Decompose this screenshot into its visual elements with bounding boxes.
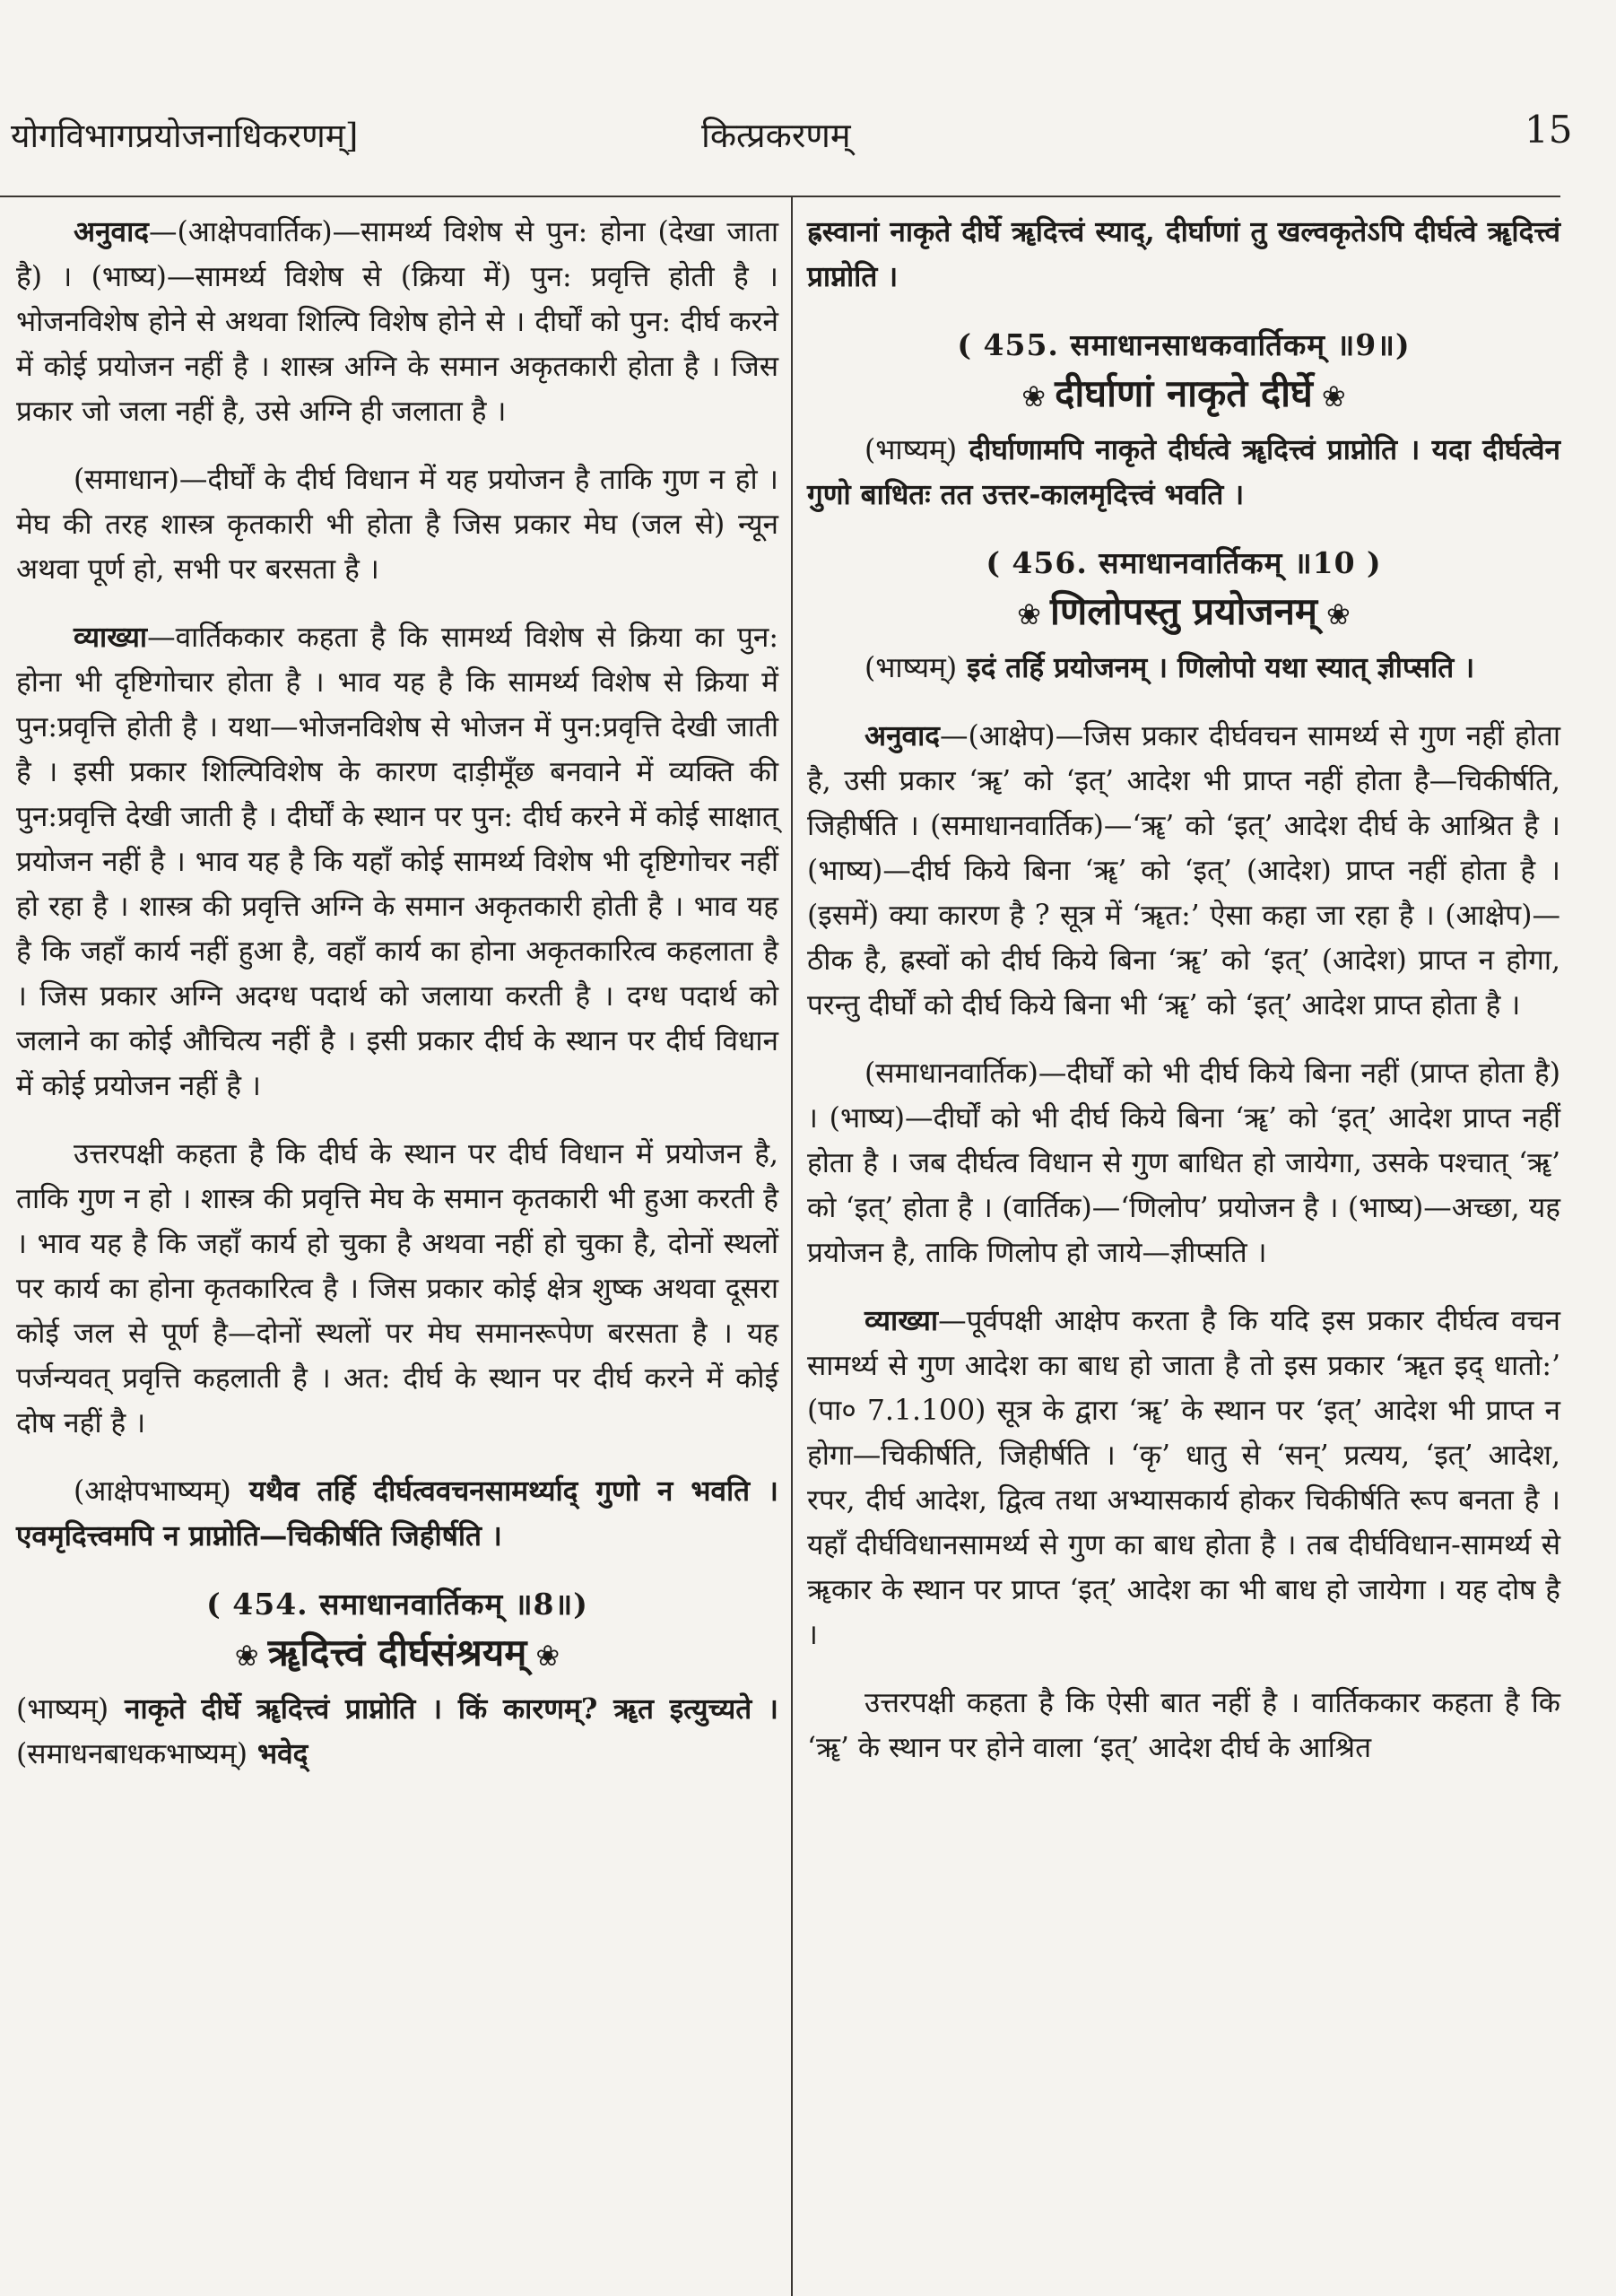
vartika-heading-456 (807, 589, 1560, 637)
page-number: 15 (1525, 108, 1573, 152)
label-vyakhya: व्याख्या (74, 621, 148, 654)
sanskrit-text: इदं तर्हि प्रयोजनम् । णिलोपो यथा स्यात् ज्ञीप्सति । (957, 651, 1475, 684)
paragraph-text: —(आक्षेपवार्तिक)—सामर्थ्य विशेष से पुन: होना (देखा जाता है) । (भाष्य)—सामर्थ्य विशेष से (क्रिया में) पुन: प्रवृत्ति होती है । भोजनविशेष होने से अथवा शिल्पि विशेष होने से । दीर्घों को पुन: दीर्घ करने में कोई प्रयोजन नहीं है । शास्त्र अग्नि के समान अकृतकारी होता है । जिस प्रकार जो जला नहीं है, उसे अग्नि ही जलाता है । (16, 216, 778, 428)
bhashya-prefix: (भाष्यम्) (864, 434, 958, 466)
sanskrit-text: भवेद् (248, 1737, 308, 1770)
flower-ornament-icon: ❀ (535, 1639, 560, 1673)
paragraph-text: (समाधान)—दीर्घों के दीर्घ विधान में यह प्रयोजन है ताकि गुण न हो । मेघ की तरह शास्त्र कृतकारी भी होता है जिस प्रकार मेघ (जल से) न्यून अथवा पूर्ण हो, सभी पर बरसता है । (16, 464, 778, 586)
paragraph-continued (807, 210, 1560, 300)
sanskrit-text: ह्रस्वानां नाकृते दीर्घे ॠदित्त्वं स्याद्, दीर्घाणां तु खल्वकृतेऽपि दीर्घत्वे ॠदित्त्वं प्राप्नोति । (807, 215, 1560, 293)
flower-ornament-icon: ❀ (1326, 597, 1351, 631)
sanskrit-text: यथैव तर्हि दीर्घत्ववचनसामर्थ्याद् गुणो न भवति । एवमृदित्त्वमपि न प्राप्नोति—चिकीर्षति जिहीर्षति । (16, 1474, 778, 1552)
paragraph-text: उत्तरपक्षी कहता है कि दीर्घ के स्थान पर दीर्घ विधान में प्रयोजन है, ताकि गुण न हो । शास्त्र की प्रवृत्ति मेघ के समान कृतकारी भी हुआ करती है । भाव यह है कि जहाँ कार्य हो चुका है अथवा नहीं हो चुका है, दोनों स्थलों पर कार्य का होना कृतकारित्व है । जिस प्रकार कोई क्षेत्र शुष्क अथवा दूसरा कोई जल से पूर्ण है—दोनों स्थलों पर मेघ समानरूपेण बरसता है । यह पर्जन्यवत् प्रवृत्ति कहलाती है । अत: दीर्घ के स्थान पर दीर्घ करने में कोई दोष नहीं है । (16, 1138, 778, 1439)
sanskrit-text: दीर्घाणामपि नाकृते दीर्घत्वे ॠदित्त्वं प्राप्नोति । यदा दीर्घत्वेन गुणो बाधितः तत उत्तर-कालमृदित्त्वं भवति । (807, 433, 1560, 511)
vartika-text: दीर्घाणां नाकृते दीर्घे (1055, 371, 1313, 415)
paragraph-uttarpakshi (16, 1132, 778, 1446)
paragraph-text: उत्तरपक्षी कहता है कि ऐसी बात नहीं है । वार्तिककार कहता है कि ‘ॠ’ के स्थान पर होने वाला ‘इत्’ आदेश दीर्घ के आश्रित (807, 1687, 1560, 1764)
vartika-text: णिलोपस्तु प्रयोजनम् (1049, 589, 1318, 633)
header-section-title: योगविभागप्रयोजनाधिकरणम्] (11, 117, 359, 155)
paragraph-text: —(आक्षेप)—जिस प्रकार दीर्घवचन सामर्थ्य से गुण नहीं होता है, उसी प्रकार ‘ॠ’ को ‘इत्’ आदेश भी प्राप्त नहीं होता है—चिकीर्षति, जिहीर्षति । (समाधानवार्तिक)—‘ॠ’ को ‘इत्’ आदेश दीर्घ के आश्रित है । (भाष्य)—दीर्घ किये बिना ‘ॠ’ को ‘इत्’ (आदेश) प्राप्त नहीं होता है । (इसमें) क्या कारण है ? सूत्र में ‘ॠत:’ ऐसा कहा जा रहा है । (आक्षेप)—ठीक है, ह्रस्वों को दीर्घ किये बिना ‘ॠ’ को ‘इत्’ (आदेश) प्राप्त न होगा, परन्तु दीर्घों को दीर्घ किये बिना भी ‘ॠ’ को ‘इत्’ आदेश प्राप्त होता है । (807, 720, 1560, 1022)
vartika-heading-454 (16, 1631, 778, 1678)
bhashya-prefix: (समाधनबाधकभाष्यम्) (16, 1738, 248, 1770)
left-column (16, 210, 778, 1800)
flower-ornament-icon: ❀ (1321, 379, 1346, 413)
vartika-number-455: ( 455. समाधानसाधकवार्तिकम् ॥9॥) (957, 327, 1411, 362)
flower-ornament-icon: ❀ (1017, 597, 1041, 631)
flower-ornament-icon: ❀ (1021, 379, 1047, 413)
page-header (0, 99, 1616, 161)
vartika-number-454: ( 454. समाधानवार्तिकम् ॥8॥) (206, 1587, 588, 1622)
header-rule (0, 196, 1560, 197)
paragraph-vyakhya (16, 615, 778, 1109)
paragraph-bhashya-455 (807, 428, 1560, 517)
paragraph-text: —वार्तिककार कहता है कि सामर्थ्य विशेष से क्रिया का पुन: होना भी दृष्टिगोचार होता है । भाव यह है कि सामर्थ्य विशेष से क्रिया में पुन:प्रवृत्ति होती है । यथा—भोजनविशेष से भोजन में पुन:प्रवृत्ति देखी जाती है । इसी प्रकार शिल्पिविशेष के कारण दाड़ीमूँछ बनवाने में व्यक्ति की पुन:प्रवृत्ति देखी जाती है । दीर्घों के स्थान पर पुन: दीर्घ करने में कोई साक्षात् प्रयोजन नहीं है । भाव यह है कि यहाँ कोई सामर्थ्य विशेष भी दृष्टिगोचर नहीं हो रहा है । शास्त्र की प्रवृत्ति अग्नि के समान अकृतकारी होती है । भाव यह है कि जहाँ कार्य नहीं हुआ है, वहाँ कार्य का होना अकृतकारित्व कहलाता है । जिस प्रकार अग्नि अदग्ध पदार्थ को जलाया करती है । दग्ध पदार्थ को जलाने का कोई औचित्य नहीं है । इसी प्रकार दीर्घ के स्थान पर दीर्घ विधान में कोई प्रयोजन नहीं है । (16, 622, 778, 1102)
paragraph-samadhan (16, 457, 778, 592)
column-divider (791, 197, 793, 2296)
header-chapter-title: कित्प्रकरणम् (701, 116, 851, 155)
paragraph-text: (समाधानवार्तिक)—दीर्घों को भी दीर्घ किये बिना नहीं (प्राप्त होता है) । (भाष्य)—दीर्घों को भी दीर्घ किये बिना ‘ॠ’ को ‘इत्’ आदेश प्राप्त नहीं होता है । जब दीर्घत्व विधान से गुण बाधित हो जायेगा, उसके पश्चात् ‘ॠ’ को ‘इत्’ होता है । (वार्तिक)—‘णिलोप’ प्रयोजन है । (भाष्य)—अच्छा, यह प्रयोजन है, ताकि णिलोप हो जाये—ज्ञीप्सति । (807, 1057, 1560, 1269)
paragraph-bhashya-454 (16, 1687, 778, 1777)
vartika-heading-455 (807, 371, 1560, 419)
vartika-number-456: ( 456. समाधानवार्तिकम् ॥10 ) (986, 545, 1382, 580)
paragraph-anuvad (16, 210, 778, 434)
label-anuvad: अनुवाद (74, 215, 149, 248)
paragraph-akshep-bhashya (16, 1469, 778, 1559)
bhashya-prefix: (भाष्यम्) (16, 1693, 109, 1726)
paragraph-anuvad-right (807, 714, 1560, 1028)
paragraph-bhashya-456 (807, 646, 1560, 691)
paragraph-vyakhya-right (807, 1299, 1560, 1657)
bhashya-prefix: (आक्षेपभाष्यम्) (74, 1475, 231, 1508)
bhashya-prefix: (भाष्यम्) (864, 652, 958, 684)
flower-ornament-icon: ❀ (234, 1639, 259, 1673)
sanskrit-text: नाकृते दीर्घे ॠदित्त्वं प्राप्नोति । किं कारणम्? ॠत इत्युच्यते । (109, 1692, 778, 1726)
paragraph-uttarpakshi-right (807, 1681, 1560, 1770)
paragraph-text: —पूर्वपक्षी आक्षेप करता है कि यदि इस प्रकार दीर्घत्व वचन सामर्थ्य से गुण आदेश का बाध हो जाता है तो इस प्रकार ‘ॠत इद् धातो:’ (पा० 7.1.100) सूत्र के द्वारा ‘ॠ’ के स्थान पर ‘इत्’ आदेश भी प्राप्त न होगा—चिकीर्षति, जिहीर्षति । ‘कृ’ धातु से ‘सन्’ प्रत्यय, ‘इत्’ आदेश, रपर, दीर्घ आदेश, द्वित्व तथा अभ्यासकार्य होकर चिकीर्षति रूप बनता है । यहाँ दीर्घविधानसामर्थ्य से गुण का बाध होता है । तब दीर्घविधान-सामर्थ्य से ॠकार के स्थान पर प्राप्त ‘इत्’ आदेश का भी बाध हो जायेगा । यह दोष है । (807, 1305, 1560, 1651)
paragraph-samadhanvartik (807, 1051, 1560, 1275)
label-vyakhya: व्याख्या (864, 1304, 939, 1337)
label-anuvad: अनुवाद (864, 719, 940, 752)
vartika-text: ॠदित्त्वं दीर्घसंश्रयम् (267, 1631, 527, 1674)
right-column (807, 210, 1560, 1794)
